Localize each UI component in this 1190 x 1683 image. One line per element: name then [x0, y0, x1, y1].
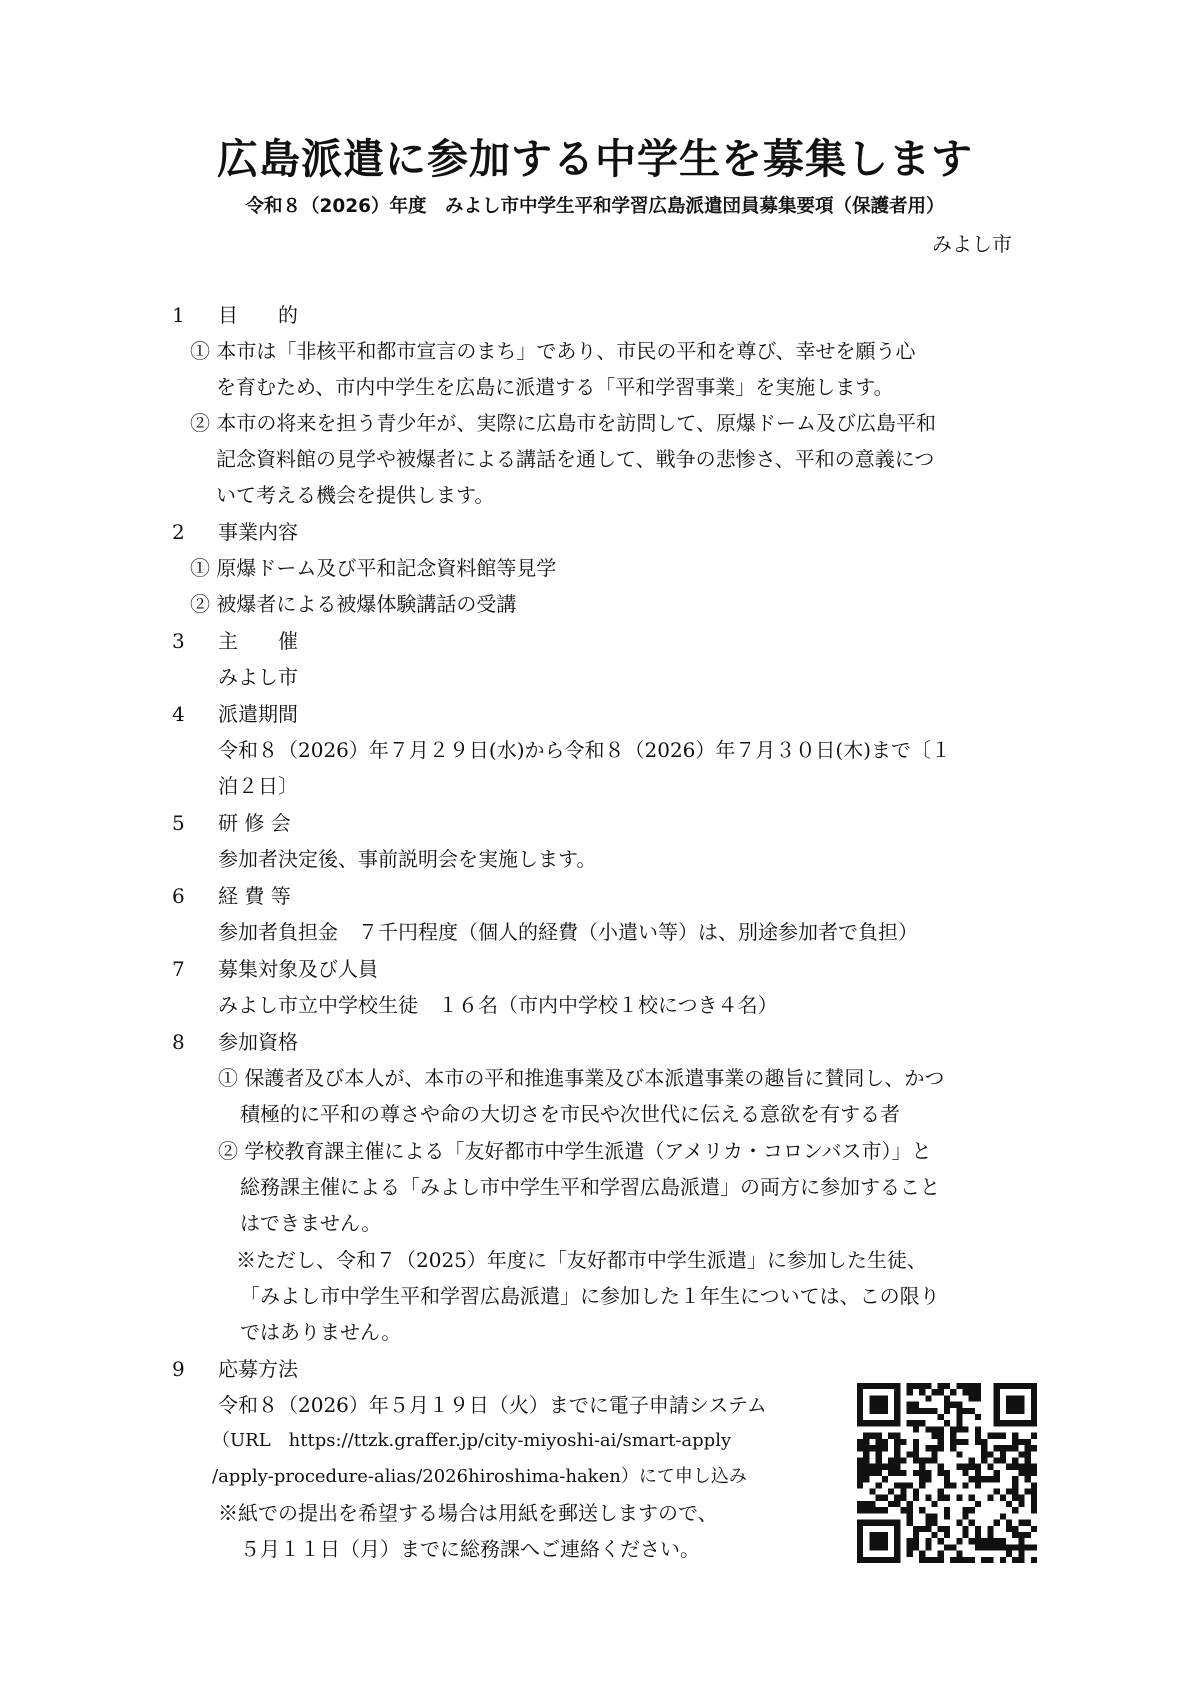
application-note: ５月１１日（月）までに総務課へご連絡ください。: [240, 1537, 700, 1561]
section-number: 6: [172, 884, 185, 908]
section-number: 7: [172, 957, 185, 981]
section-number: 3: [172, 629, 185, 653]
content-item: ① 原爆ドーム及び平和記念資料館等見学: [190, 556, 557, 580]
purpose-item: 記念資料館の見学や被爆者による講話を通して、戦争の悲惨さ、平和の意義につ: [216, 447, 935, 471]
page-subtitle: 令和８（2026）年度 みよし市中学生平和学習広島派遣団員募集要項（保護者用）: [245, 196, 945, 217]
eligibility-item: ① 保護者及び本人が、本市の平和推進事業及び本派遣事業の趣旨に賛同し、かつ: [218, 1066, 945, 1090]
section-number: 8: [172, 1030, 185, 1054]
application-url[interactable]: /apply-procedure-alias/2026hiroshima-haken）にて申し込み: [212, 1466, 747, 1487]
page-title: 広島派遣に参加する中学生を募集します: [217, 135, 973, 183]
eligibility-note: 「みよし市中学生平和学習広島派遣」に参加した１年生については、この限り: [240, 1284, 940, 1308]
dispatch-period: 令和８（2026）年７月２９日(水)から令和８（2026）年７月３０日(木)まで〔１: [218, 738, 952, 762]
organizer: みよし市: [218, 665, 298, 689]
application-url[interactable]: （URL https://ttzk.graffer.jp/city-miyoshi-ai/smart-apply: [212, 1430, 732, 1451]
section-heading: 事業内容: [218, 520, 298, 544]
section-heading: 研 修 会: [218, 811, 291, 835]
cost-text: 参加者負担金 ７千円程度（個人的経費（小遣い等）は、別途参加者で負担）: [218, 920, 918, 944]
section-number: 4: [172, 702, 185, 726]
purpose-item: を育むため、市内中学生を広島に派遣する「平和学習事業」を実施します。: [216, 375, 894, 399]
section-number: 5: [172, 811, 185, 835]
purpose-item: ① 本市は「非核平和都市宣言のまち」であり、市民の平和を尊び、幸せを願う心: [190, 339, 916, 363]
content-item: ② 被爆者による被爆体験講話の受講: [190, 592, 517, 616]
section-heading: 目 的: [218, 303, 298, 327]
section-heading: 経 費 等: [218, 884, 291, 908]
training-text: 参加者決定後、事前説明会を実施します。: [218, 847, 597, 871]
section-heading: 派遣期間: [218, 702, 298, 726]
section-number: 2: [172, 520, 185, 544]
section-number: 1: [172, 303, 185, 327]
eligibility-note: ではありません。: [240, 1320, 402, 1344]
eligibility-note: ※ただし、令和７（2025）年度に「友好都市中学生派遣」に参加した生徒、: [236, 1248, 927, 1272]
eligibility-item: はできません。: [240, 1211, 382, 1235]
purpose-item: いて考える機会を提供します。: [216, 483, 495, 507]
issuer: みよし市: [932, 232, 1012, 256]
application-text: 令和８（2026）年５月１９日（火）までに電子申請システム: [218, 1393, 767, 1417]
section-number: 9: [172, 1357, 185, 1381]
section-heading: 募集対象及び人員: [218, 957, 378, 981]
target-text: みよし市立中学校生徒 １６名（市内中学校１校につき４名）: [218, 993, 778, 1017]
qr-code-icon[interactable]: [857, 1383, 1037, 1563]
eligibility-item: 積極的に平和の尊さや命の大切さを市民や次世代に伝える意欲を有する者: [240, 1102, 900, 1126]
section-heading: 主 催: [218, 629, 298, 653]
application-note: ※紙での提出を希望する場合は用紙を郵送しますので、: [218, 1501, 718, 1525]
section-heading: 応募方法: [218, 1357, 298, 1381]
dispatch-period: 泊２日〕: [218, 774, 298, 798]
eligibility-item: 総務課主催による「みよし市中学生平和学習広島派遣」の両方に参加すること: [240, 1175, 940, 1199]
eligibility-item: ② 学校教育課主催による「友好都市中学生派遣（アメリカ・コロンバス市）」と: [218, 1139, 932, 1163]
purpose-item: ② 本市の将来を担う青少年が、実際に広島市を訪問して、原爆ドーム及び広島平和: [190, 411, 936, 435]
section-heading: 参加資格: [218, 1030, 298, 1054]
